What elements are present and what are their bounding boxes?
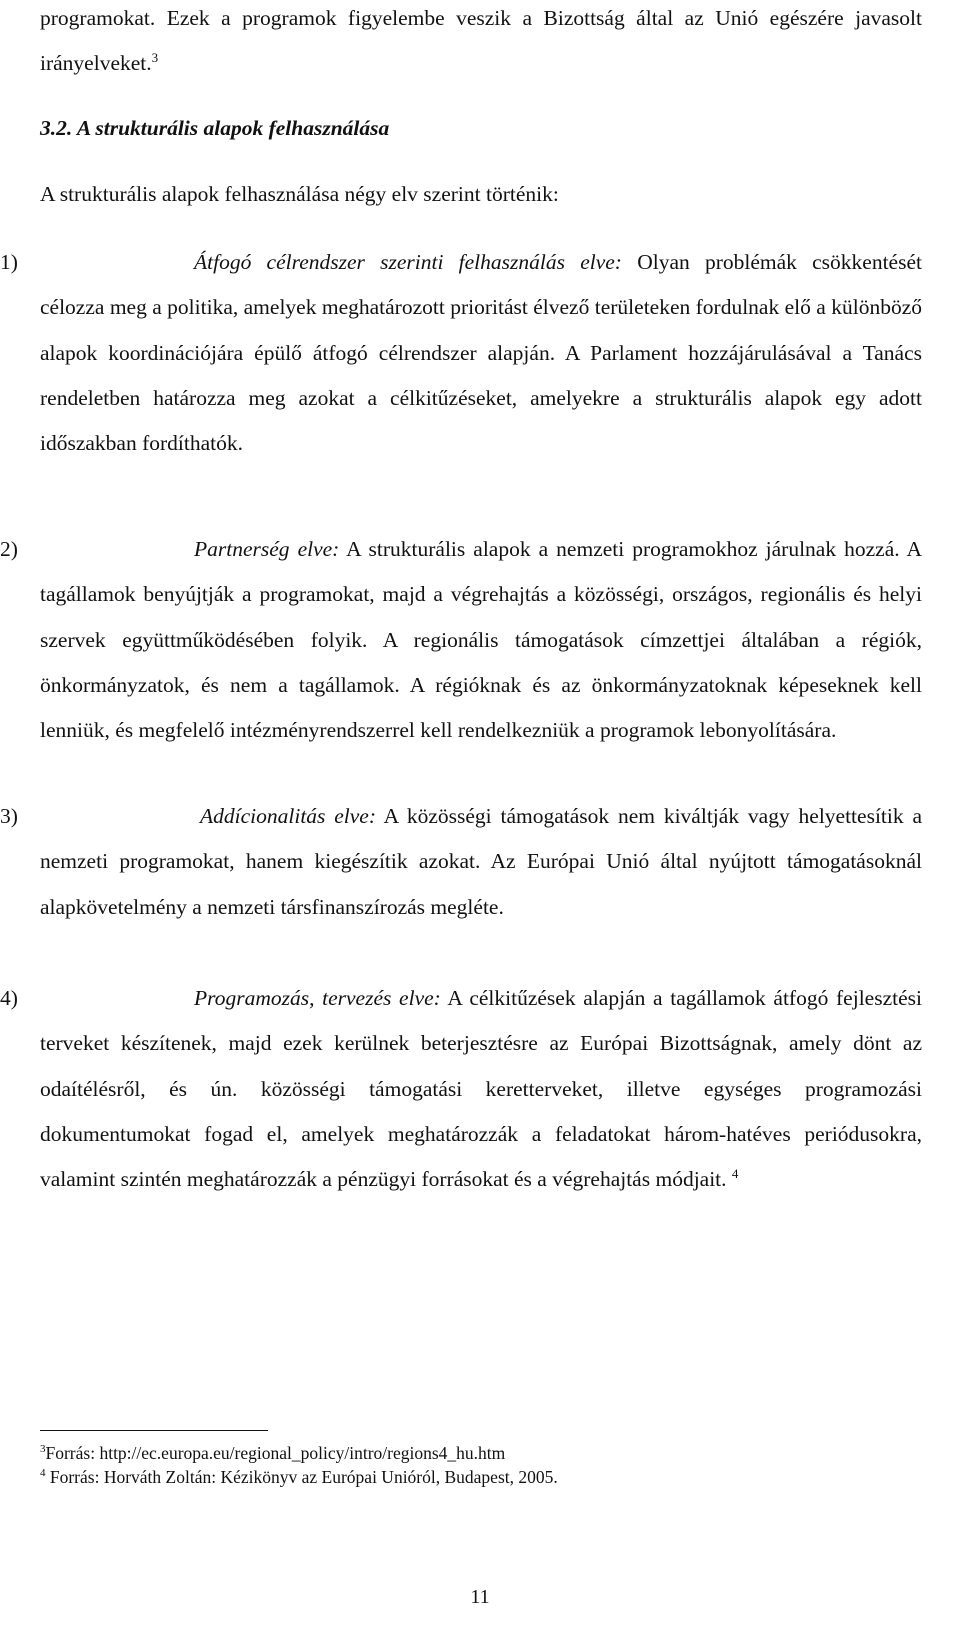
intro-paragraph (40, 0, 922, 87)
footnote-3 (40, 1442, 505, 1464)
footnote-mark-3: 3 (40, 1443, 46, 1456)
principle-item-4 (0, 976, 922, 1202)
principle-number-2: 2) (0, 537, 18, 561)
principle-paragraph-1 (40, 240, 922, 466)
principle-item-2 (0, 527, 922, 753)
footnote-mark-4: 4 (40, 1467, 46, 1480)
principle-number-1: 1) (0, 250, 18, 274)
principle-paragraph-3 (40, 794, 922, 930)
principle-number-4: 4) (0, 986, 18, 1010)
principle-title-3: Addícionalitás elve: (200, 804, 377, 828)
principle-title-1: Átfogó célrendszer szerinti felhasználás elve: (194, 250, 622, 274)
footnote-ref-4: 4 (731, 1166, 739, 1182)
principle-paragraph-4 (40, 976, 922, 1202)
section-heading: 3.2. A strukturális alapok felhasználása (40, 116, 390, 140)
footnote-text-4: Forrás: Horváth Zoltán: Kézikönyv az Európai Unióról, Budapest, 2005. (45, 1467, 558, 1487)
principle-body-3: A közösségi támogatások nem kiváltják vagy helyettesítik a nemzeti programokat, hanem kiegészítik azokat. Az Európai Unió által nyújtott támogatásoknál alapkövetelmény a nemzeti társfinanszírozás megléte. (40, 804, 922, 919)
principle-number-3: 3) (0, 804, 18, 828)
principle-body-1: Olyan problémák csökkentését célozza meg a politika, amelyek meghatározott prioritást élvező területeken fordulnak elő a különböző alapok koordinációjára épülő átfogó célrendszer alapján. A Parlament hozzájárulásával a Tanács rendeletben határozza meg azokat a célkitűzéseket, amelyekre a strukturális alapok egy adott időszakban fordíthatók. (40, 250, 922, 456)
principle-body-2: A strukturális alapok a nemzeti programokhoz járulnak hozzá. A tagállamok benyújtják a programokat, majd a végrehajtás a közösségi, országos, regionális és helyi szervek együttműködésében folyik. A regionális támogatások címzettjei általában a régiók, önkormányzatok, és nem a tagállamok. A régióknak és az önkormányzatoknak képeseknek kell lenniük, és megfelelő intézményrendszerrel kell rendelkezniük a programok lebonyolítására. (40, 537, 922, 743)
section-lead: A strukturális alapok felhasználása négy elv szerint történik: (40, 182, 559, 206)
principle-title-4: Programozás, tervezés elve: (194, 986, 441, 1010)
principle-item-3 (0, 794, 922, 930)
footnote-separator (40, 1430, 268, 1431)
principle-body-4: A célkitűzések alapján a tagállamok átfogó fejlesztési terveket készítenek, majd ezek kerülnek beterjesztésre az Európai Bizottságnak, amely dönt az odaítélésről, és ún. közösségi támogatási keretterveket, illetve egységes programozási dokumentumokat fogad el, amelyek meghatározzák a feladatokat három-hatéves periódusokra, valamint szintén meghatározzák a pénzügyi forrásokat és a végrehajtás módjait. (40, 986, 922, 1192)
footnote-4 (40, 1466, 558, 1488)
principle-item-1 (0, 240, 922, 466)
principle-paragraph-2 (40, 527, 922, 753)
principle-title-2: Partnerség elve: (194, 537, 340, 561)
page-number: 11 (470, 1586, 490, 1608)
footnote-ref-3: 3 (151, 50, 159, 66)
footnote-text-3: Forrás: http://ec.europa.eu/regional_policy/intro/regions4_hu.htm (45, 1443, 506, 1463)
intro-text: programokat. Ezek a programok figyelembe veszik a Bizottság által az Unió egészére javasolt irányelveket. (40, 6, 922, 76)
